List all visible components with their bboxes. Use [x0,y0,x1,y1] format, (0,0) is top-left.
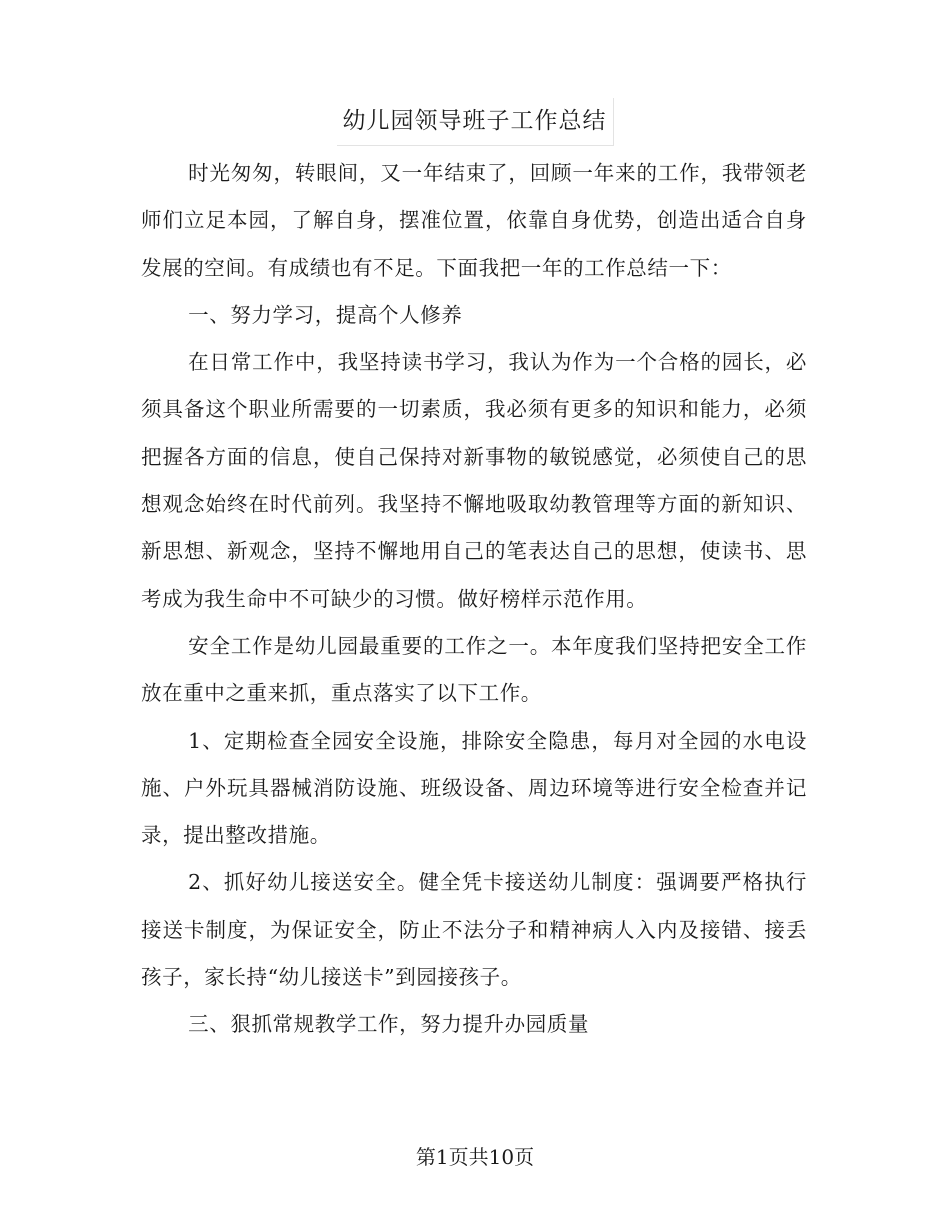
paragraph-intro: 时光匆匆，转眼间，又一年结束了，回顾一年来的工作，我带领老师们立足本园，了解自身，摆准位置，依靠自身优势，创造出适合自身发展的空间。有成绩也有不足。下面我把一年的工作总结一下： [141,161,807,280]
paragraph-study: 在日常工作中，我坚持读书学习，我认为作为一个合格的园长，必须具备这个职业所需要的一切素质，我必须有更多的知识和能力，必须把握各方面的信息，使自己保持对新事物的敏锐感觉，必须使自己的思想观念始终在时代前列。我坚持不懈地吸取幼教管理等方面的新知识、新思想、新观念，坚持不懈地用自己的笔表达自己的思想，使读书、思考成为我生命中不可缺少的习惯。做好榜样示范作用。 [141,350,807,611]
document-title: 幼儿园领导班子工作总结 [337,98,614,146]
section-heading-3: 三、狠抓常规教学工作，努力提升办园质量 [188,1012,590,1037]
page-number-footer: 第1页共10页 [415,1145,535,1169]
section-heading-1: 一、努力学习，提高个人修养 [188,302,463,327]
document-body [141,150,807,1049]
paragraph-item-1: 1、定期检查全园安全设施，排除安全隐患，每月对全园的水电设施、户外玩具器械消防设施、班级设备、周边环境等进行安全检查并记录，提出整改措施。 [141,728,807,848]
paragraph-safety: 安全工作是幼儿园最重要的工作之一。本年度我们坚持把安全工作放在重中之重来抓，重点落实了以下工作。 [141,633,807,706]
title-container [0,98,950,146]
paragraph-item-2: 2、抓好幼儿接送安全。健全凭卡接送幼儿制度：强调要严格执行接送卡制度，为保证安全，防止不法分子和精神病人入内及接错、接丢孩子，家长持“幼儿接送卡”到园接孩子。 [141,870,807,990]
